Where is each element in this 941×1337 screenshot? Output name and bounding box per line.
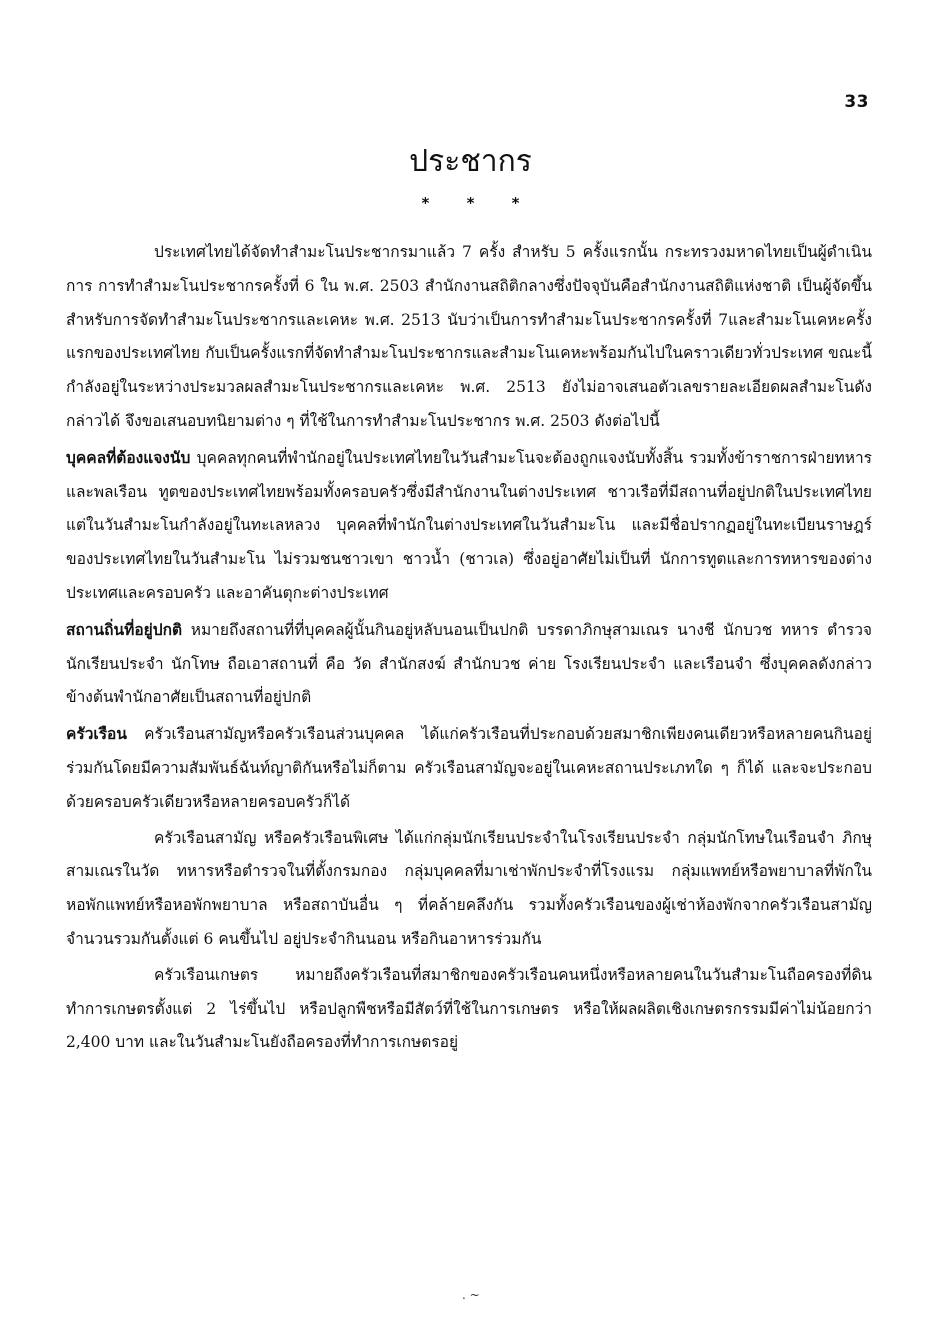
footer-marks: . ~ <box>462 1288 480 1302</box>
section-ornament: * * * <box>421 194 536 212</box>
intro-paragraph: ประเทศไทยได้จัดทำสำมะโนประชากรมาแล้ว 7 ครั้ง สำหรับ 5 ครั้งแรกนั้น กระทรวงมหาดไทยเป็นผู้ดำเนินการ การทำสำมะโนประชากรครั้งที่ 6 ใน พ.ศ. 2503 สำนักงานสถิติกลางซึ่งปัจจุบันคือสำนักงานสถิติแห่งชาติ เป็นผู้จัดขึ้น สำหรับการจัดทำสำมะโนประชากรและเคหะ พ.ศ. 2513 นับว่าเป็นการทำสำมะโนประชากรครั้งที่ 7และสำมะโนเคหะครั้งแรกของประเทศไทย กับเป็นครั้งแรกที่จัดทำสำมะโนประชากรและสำมะโนเคหะพร้อมกันไปในคราวเดียวทั่วประเทศ ขณะนี้กำลังอยู่ในระหว่างประมวลผลสำมะโนประชากรและเคหะ พ.ศ. 2513 ยังไม่อาจเสนอตัวเลขรายละเอียดผลสำมะโนดังกล่าวได้ จึงขอเสนอบทนิยามต่าง ๆ ที่ใช้ในการทำสำมะโนประชากร พ.ศ. 2503 ดังต่อไปนี้ <box>66 243 872 430</box>
agricultural-household-paragraph: ครัวเรือนเกษตร หมายถึงครัวเรือนที่สมาชิกของครัวเรือนคนหนึ่งหรือหลายคนในวันสำมะโนถือครองที่ดินทำการเกษตรตั้งแต่ 2 ไร่ขึ้นไป หรือปลูกพืชหรือมีสัตว์ที่ใช้ในการเกษตร หรือให้ผลผลิตเชิงเกษตรกรรมมีค่าไม่น้อยกว่า 2,400 บาท และในวันสำมะโนยังถือครองที่ทำการเกษตรอยู่ <box>66 965 872 1052</box>
page-title: ประชากร <box>409 144 532 179</box>
definition-text: หมายถึงสถานที่ที่บุคคลผู้นั้นกินอยู่หลับนอนเป็นปกติ บรรดาภิกษุสามเณร นางชี นักบวช ทหาร ตำรวจ นักเรียนประจำ นักโทษ ถือเอาสถานที่ คือ วัด สำนักสงฆ์ สำนักบวช ค่าย โรงเรียนประจำ และเรือนจำ ซึ่งบุคคลดังกล่าวข้างต้นพำนักอาศัยเป็นสถานที่อยู่ปกติ <box>66 620 872 707</box>
definition-persons <box>66 441 872 611</box>
page-number: 33 <box>844 92 869 112</box>
definition-term: สถานถิ่นที่อยู่ปกติ <box>66 619 183 639</box>
special-household-paragraph: ครัวเรือนสามัญ หรือครัวเรือนพิเศษ ได้แก่กลุ่มนักเรียนประจำในโรงเรียนประจำ กลุ่มนักโทษในเรือนจำ ภิกษุสามเณรในวัด ทหารหรือตำรวจในที่ตั้งกรมกอง กลุ่มบุคคลที่มาเช่าพักประจำที่โรงแรม กลุ่มแพทย์หรือพยาบาลที่พักในหอพักแพทย์หรือหอพักพยาบาล หรือสถาบันอื่น ๆ ที่คล้ายคลึงกัน รวมทั้งครัวเรือนของผู้เช่าห้องพักจากครัวเรือนสามัญ จำนวนรวมกันตั้งแต่ 6 คนขึ้นไป อยู่ประจำกินนอน หรือกินอาหารร่วมกัน <box>66 828 872 948</box>
document-body <box>66 236 872 1060</box>
definition-household <box>66 717 872 819</box>
definition-term: ครัวเรือน <box>66 724 127 744</box>
definition-term: บุคคลที่ต้องแจงนับ <box>66 447 191 467</box>
definition-text: ครัวเรือนสามัญหรือครัวเรือนส่วนบุคคล ได้แก่ครัวเรือนที่ประกอบด้วยสมาชิกเพียงคนเดียวหรือหลายคนกินอยู่ร่วมกันโดยมีความสัมพันธ์ฉันท์ญาติกันหรือไม่ก็ตาม ครัวเรือนสามัญจะอยู่ในเคหะสถานประเภทใด ๆ ก็ได้ และจะประกอบด้วยครอบครัวเดียวหรือหลายครอบครัวก็ได้ <box>66 725 872 811</box>
definition-residence <box>66 613 872 715</box>
definition-text: บุคคลทุกคนที่พำนักอยู่ในประเทศไทยในวันสำมะโนจะต้องถูกแจงนับทั้งสิ้น รวมทั้งข้าราชการฝ่ายทหารและพลเรือน ทูตของประเทศไทยพร้อมทั้งครอบครัวซึ่งมีสำนักงานในต่างประเทศ ชาวเรือที่มีสถานที่อยู่ปกติในประเทศไทยแต่ในวันสำมะโนกำลังอยู่ในทะเลหลวง บุคคลที่พำนักในต่างประเทศในวันสำมะโน และมีชื่อปรากฏอยู่ในทะเบียนราษฎร์ของประเทศไทยในวันสำมะโน ไม่รวมชนชาวเขา ชาวน้ำ (ชาวเล) ซึ่งอยู่อาศัยไม่เป็นที่ นักการทูตและการทหารของต่างประเทศและครอบครัว และอาคันตุกะต่างประเทศ <box>66 448 872 602</box>
